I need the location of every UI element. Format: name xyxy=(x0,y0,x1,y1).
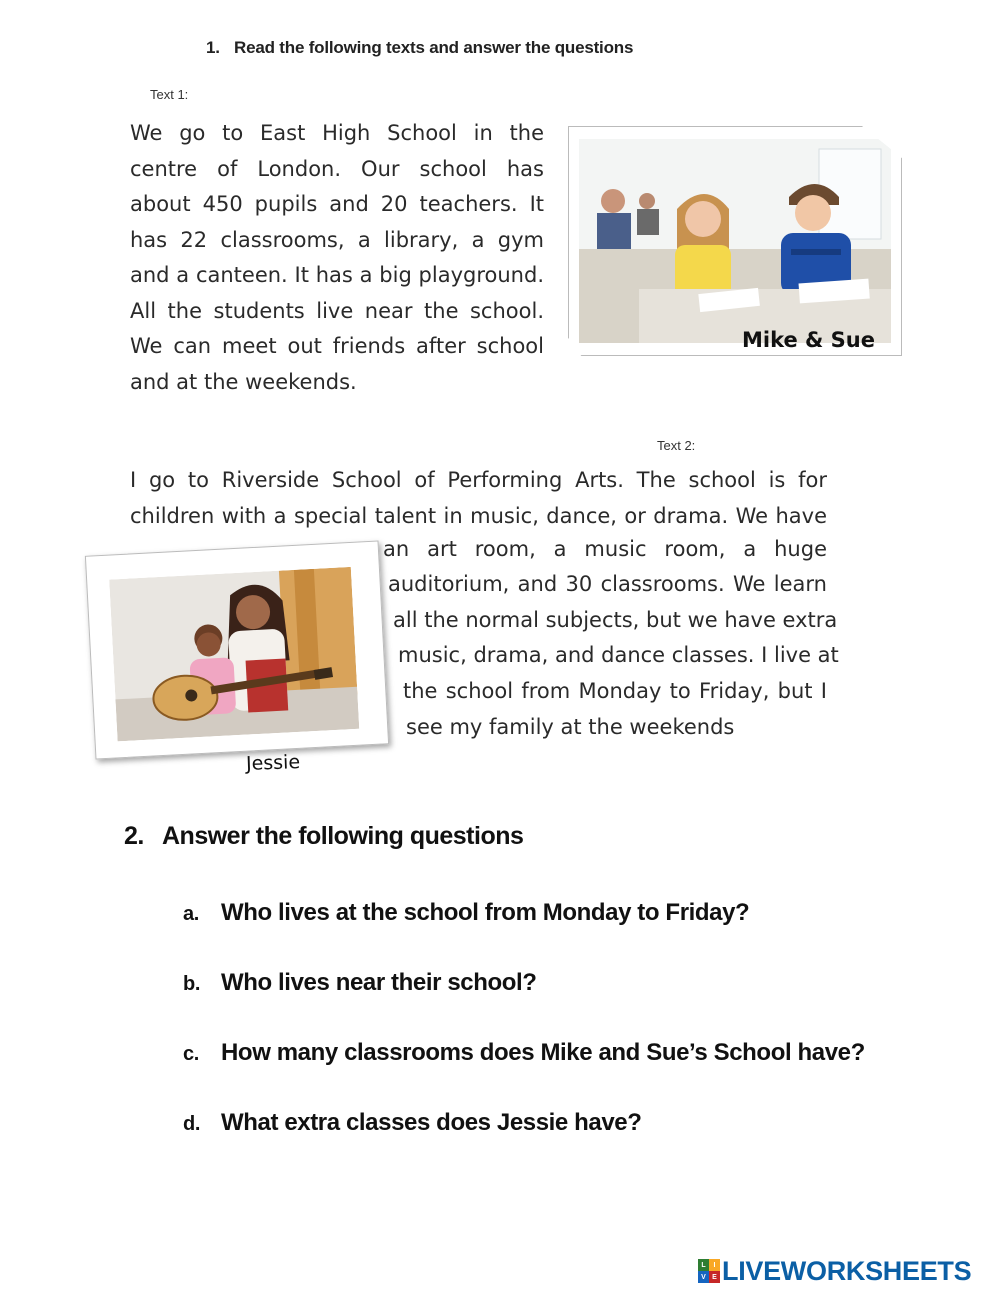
questions-heading xyxy=(124,822,523,851)
text2-body-top: I go to Riverside School of Performing Arts. The school is for children with a special talent in music, dance, or drama. We have xyxy=(130,468,827,528)
question-text: What extra classes does Jessie have? xyxy=(221,1109,642,1136)
question-letter: d. xyxy=(183,1113,200,1135)
question-text: Who lives near their school? xyxy=(221,969,537,996)
question-letter: c. xyxy=(183,1043,199,1065)
guitar-lesson-illustration xyxy=(109,567,359,741)
text2-line: auditorium, and 30 classrooms. We learn xyxy=(388,572,827,596)
text1-body: We go to East High School in the centre of London. Our school has about 450 pupils and 20 teachers. It has 22 classrooms, a library, a gym and a canteen. It has a big playground. All the students live near the school. We can meet out friends after school and at the weekends. xyxy=(130,121,544,394)
question-item xyxy=(183,969,537,997)
logo-square: V xyxy=(698,1271,709,1283)
text2-line: music, drama, and dance classes. I live at xyxy=(398,643,839,667)
question-letter: b. xyxy=(183,973,200,995)
logo-square: L xyxy=(698,1259,709,1271)
classroom-illustration xyxy=(579,139,891,343)
classroom-photo xyxy=(568,126,902,356)
text2-line: all the normal subjects, but we have extra xyxy=(393,608,838,632)
logo-square: E xyxy=(709,1271,720,1283)
instruction-heading xyxy=(206,38,633,58)
photo2-caption: Jessie xyxy=(245,751,301,775)
text1-label: Text 1: xyxy=(150,87,189,102)
question-text: Who lives at the school from Monday to Friday? xyxy=(221,899,750,926)
question-item xyxy=(183,1109,642,1137)
text2-label: Text 2: xyxy=(657,438,696,453)
logo-square: I xyxy=(709,1259,720,1271)
questions-heading-text: Answer the following questions xyxy=(162,822,524,850)
instruction-number: 1. xyxy=(206,38,220,57)
logo-squares-icon xyxy=(698,1259,720,1283)
photo1-caption: Mike & Sue xyxy=(742,328,875,352)
text2-line: see my family at the weekends xyxy=(406,715,735,739)
guitar-lesson-photo xyxy=(85,540,389,759)
question-letter: a. xyxy=(183,903,199,925)
text2-line: an art room, a music room, a huge xyxy=(383,537,827,561)
question-text: How many classrooms does Mike and Sue’s School have? xyxy=(221,1039,865,1066)
question-item xyxy=(183,899,749,927)
question-item xyxy=(183,1039,865,1067)
text2-line: the school from Monday to Friday, but I xyxy=(403,679,827,703)
questions-number: 2. xyxy=(124,822,144,850)
logo-text: LIVEWORKSHEETS xyxy=(722,1255,972,1286)
liveworksheets-logo[interactable] xyxy=(698,1256,971,1286)
instruction-text: Read the following texts and answer the questions xyxy=(234,38,634,57)
